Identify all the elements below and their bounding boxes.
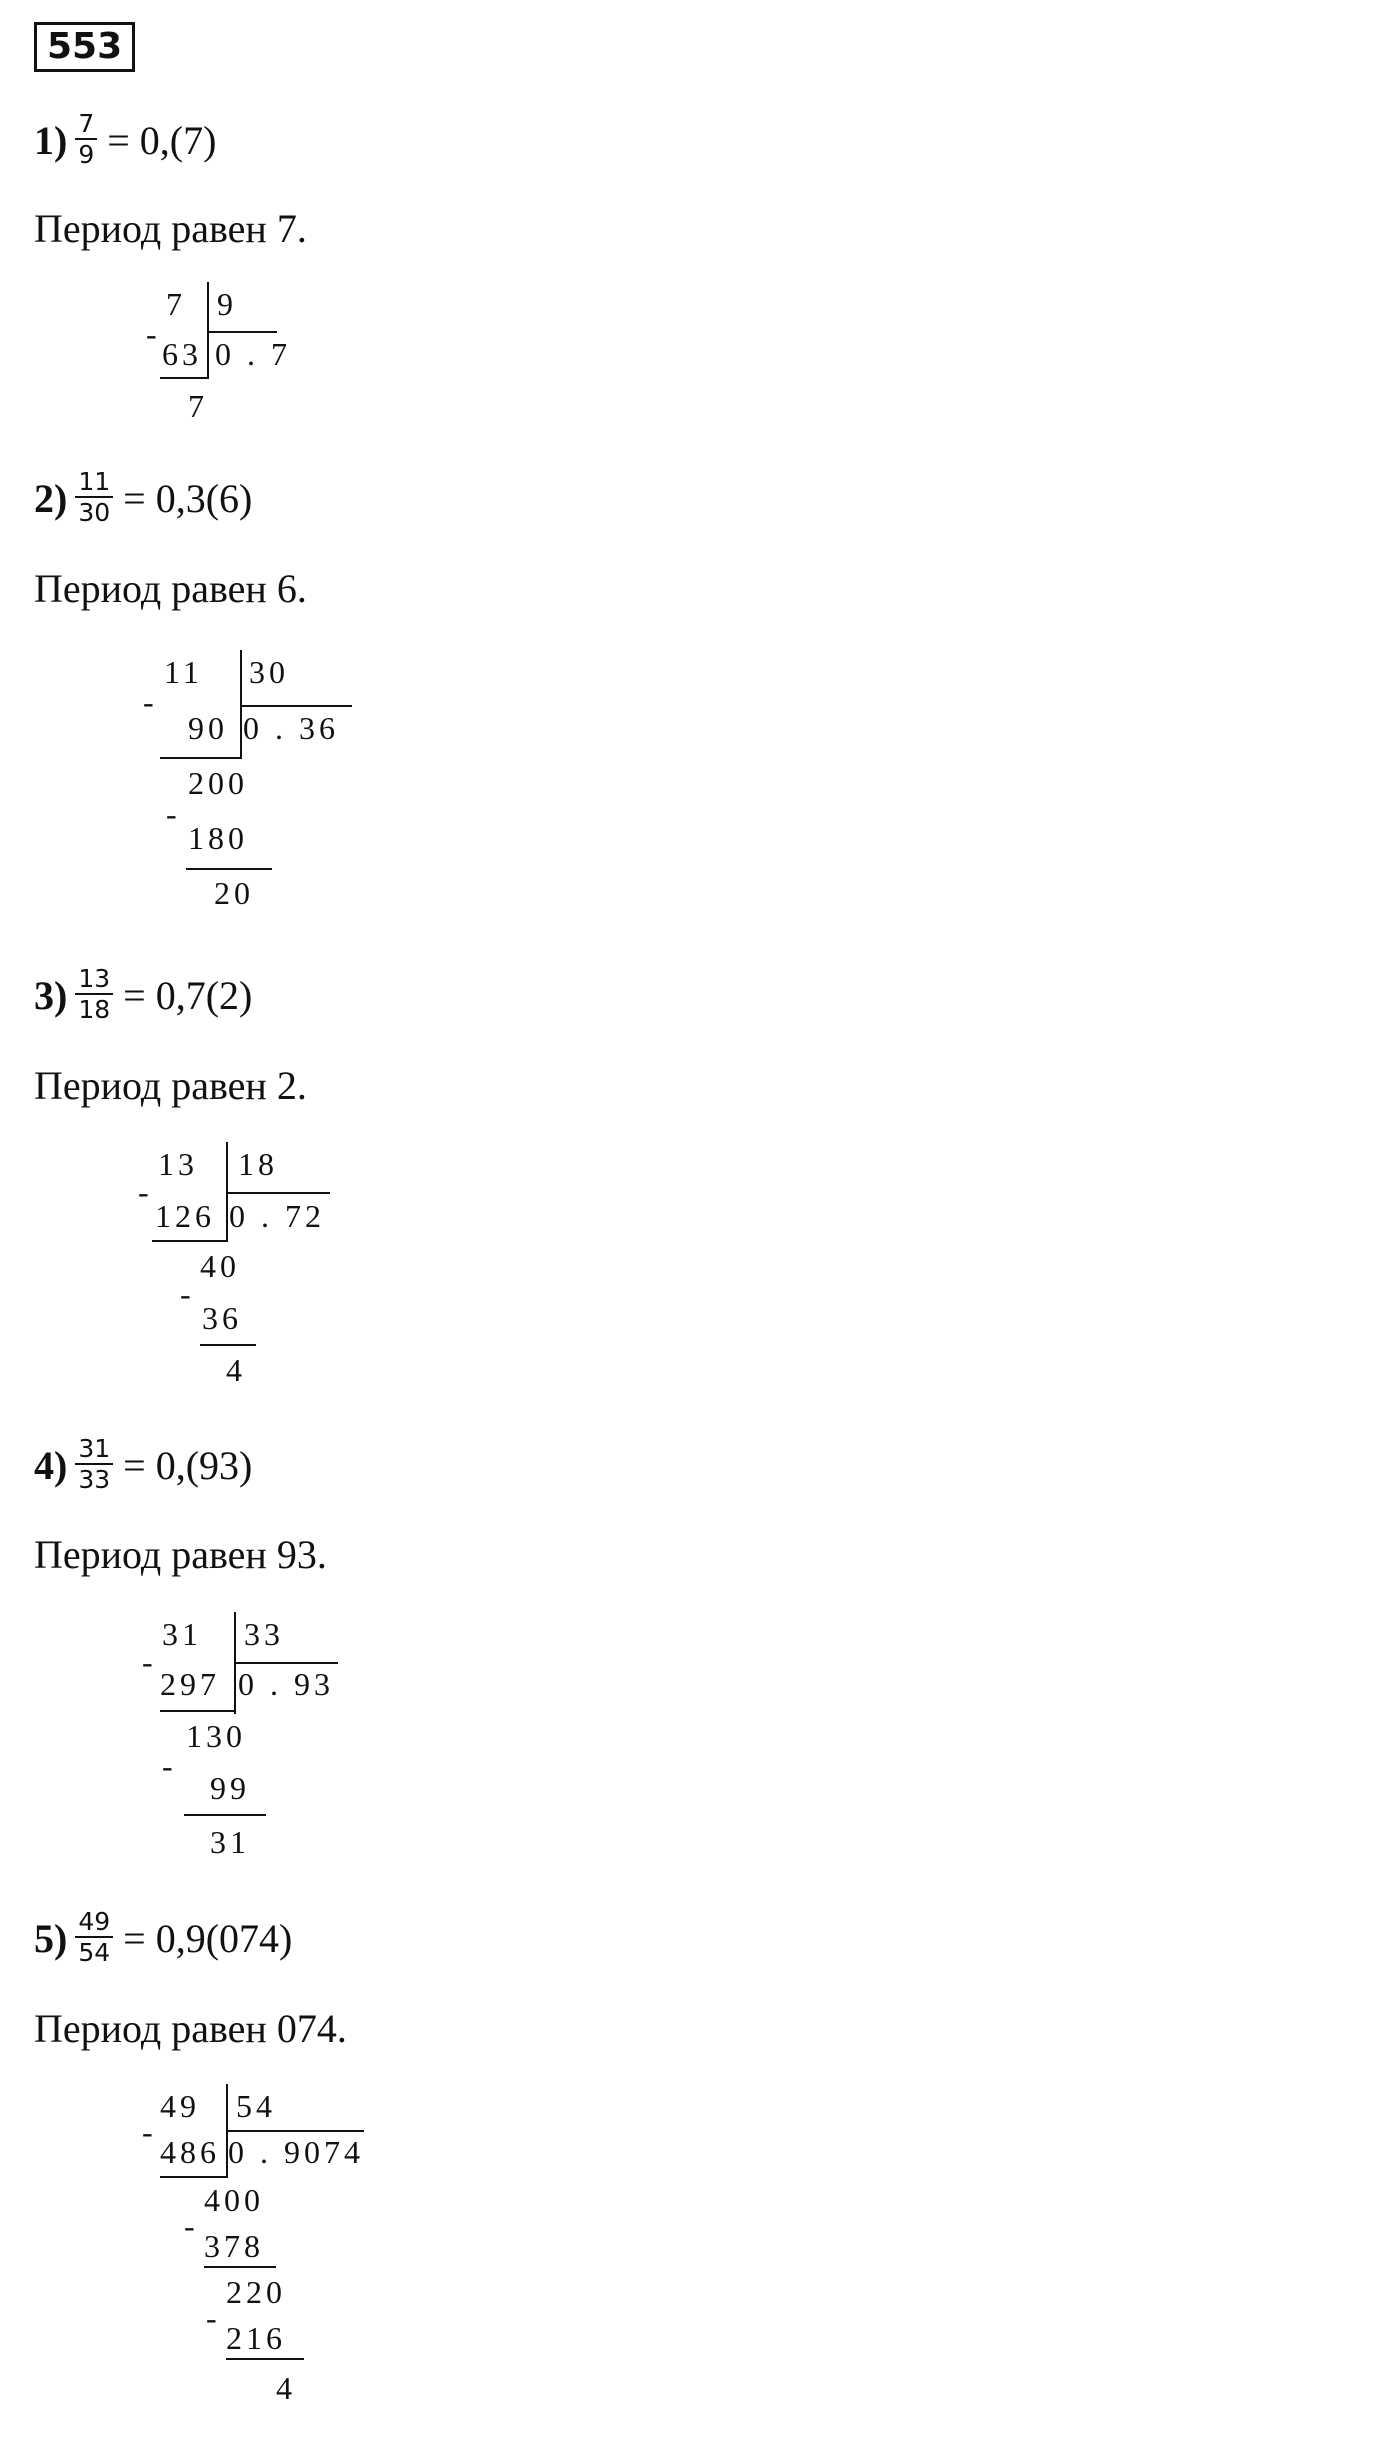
partial-dividend: 130 [186,1718,246,1754]
decimal-result: = 0,9(074) [123,1915,293,1961]
exercise-number: 553 [34,22,135,72]
subtraction-line [160,377,209,379]
partial-dividend: 220 [226,2274,286,2310]
minus-sign: - [143,684,158,720]
subtraction-line [200,1344,256,1346]
dividend: 7 [166,286,186,322]
quotient-line [207,331,277,333]
partial-dividend: 40 [200,1248,240,1284]
fraction [75,468,113,528]
dividend: 49 [160,2088,200,2124]
problem-1-line [34,100,216,180]
fraction [75,965,113,1025]
subtraction-line [152,1240,228,1242]
problem-label: 5) [34,1915,68,1961]
subtrahend: 126 [155,1198,215,1234]
quotient: 0 . 9074 [228,2134,364,2170]
minus-sign: - [206,2300,221,2336]
problem-3-line [34,955,252,1035]
subtrahend: 486 [160,2134,220,2170]
problem-label: 3) [34,972,68,1018]
dividend: 13 [158,1146,198,1182]
remainder: 20 [214,875,254,911]
decimal-result: = 0,3(6) [123,475,253,521]
problem-4-line [34,1425,252,1505]
period-text: Период равен 6. [34,566,307,611]
decimal-result: = 0,7(2) [123,972,253,1018]
fraction [75,1908,113,1968]
subtraction-line [160,2176,228,2178]
divisor: 54 [236,2088,276,2124]
period-text: Период равен 074. [34,2006,347,2051]
partial-dividend: 200 [188,765,248,801]
subtrahend: 90 [188,710,228,746]
problem-2-line [34,458,252,538]
subtrahend: 99 [210,1770,250,1806]
decimal-result: = 0,(7) [107,117,217,163]
subtraction-line [186,868,272,870]
period-text: Период равен 93. [34,1532,327,1577]
divisor: 30 [249,654,289,690]
quotient-line [226,2130,364,2132]
minus-sign: - [138,1174,153,1210]
fraction [75,1435,113,1495]
period-text: Период равен 7. [34,206,307,251]
minus-sign: - [142,1644,157,1680]
subtrahend: 216 [226,2320,286,2356]
minus-sign: - [180,1276,195,1312]
remainder: 7 [188,388,208,424]
subtrahend: 378 [204,2228,264,2264]
decimal-result: = 0,(93) [123,1442,253,1488]
minus-sign: - [184,2208,199,2244]
subtrahend: 180 [188,820,248,856]
quotient-line [226,1192,330,1194]
problem-label: 1) [34,117,68,163]
subtrahend: 63 [162,336,202,372]
subtraction-line [184,1814,266,1816]
subtrahend: 36 [202,1300,242,1336]
fraction-numerator: 49 [75,1908,113,1938]
remainder: 4 [276,2370,296,2406]
minus-sign: - [166,796,181,832]
division-vertical-line [207,282,209,378]
fraction [75,110,97,170]
fraction-denominator: 54 [78,1938,111,1967]
minus-sign: - [162,1748,177,1784]
remainder: 31 [210,1824,250,1860]
minus-sign: - [146,316,161,352]
fraction-denominator: 18 [78,995,111,1024]
dividend: 11 [164,654,203,690]
dividend: 31 [162,1616,202,1652]
minus-sign: - [142,2114,157,2150]
subtraction-line [160,757,242,759]
quotient: 0 . 36 [243,710,339,746]
divisor: 33 [244,1616,284,1652]
subtrahend: 297 [160,1666,220,1702]
divisor: 18 [238,1146,278,1182]
problem-label: 4) [34,1442,68,1488]
fraction-denominator: 9 [78,140,95,169]
fraction-numerator: 13 [75,965,113,995]
fraction-numerator: 31 [75,1435,113,1465]
fraction-denominator: 30 [78,498,111,527]
fraction-denominator: 33 [78,1465,111,1494]
partial-dividend: 400 [204,2182,264,2218]
subtraction-line [160,1710,236,1712]
problem-label: 2) [34,475,68,521]
division-vertical-line [240,650,242,758]
quotient-line [234,1662,338,1664]
divisor: 9 [217,286,237,322]
subtraction-line [226,2358,304,2360]
problem-5-line [34,1898,292,1978]
quotient-line [240,705,352,707]
quotient: 0 . 72 [229,1198,325,1234]
quotient: 0 . 93 [238,1666,334,1702]
subtraction-line [204,2266,276,2268]
quotient: 0 . 7 [215,336,291,372]
fraction-numerator: 11 [75,468,113,498]
remainder: 4 [226,1352,246,1388]
period-text: Период равен 2. [34,1063,307,1108]
fraction-numerator: 7 [75,110,97,140]
